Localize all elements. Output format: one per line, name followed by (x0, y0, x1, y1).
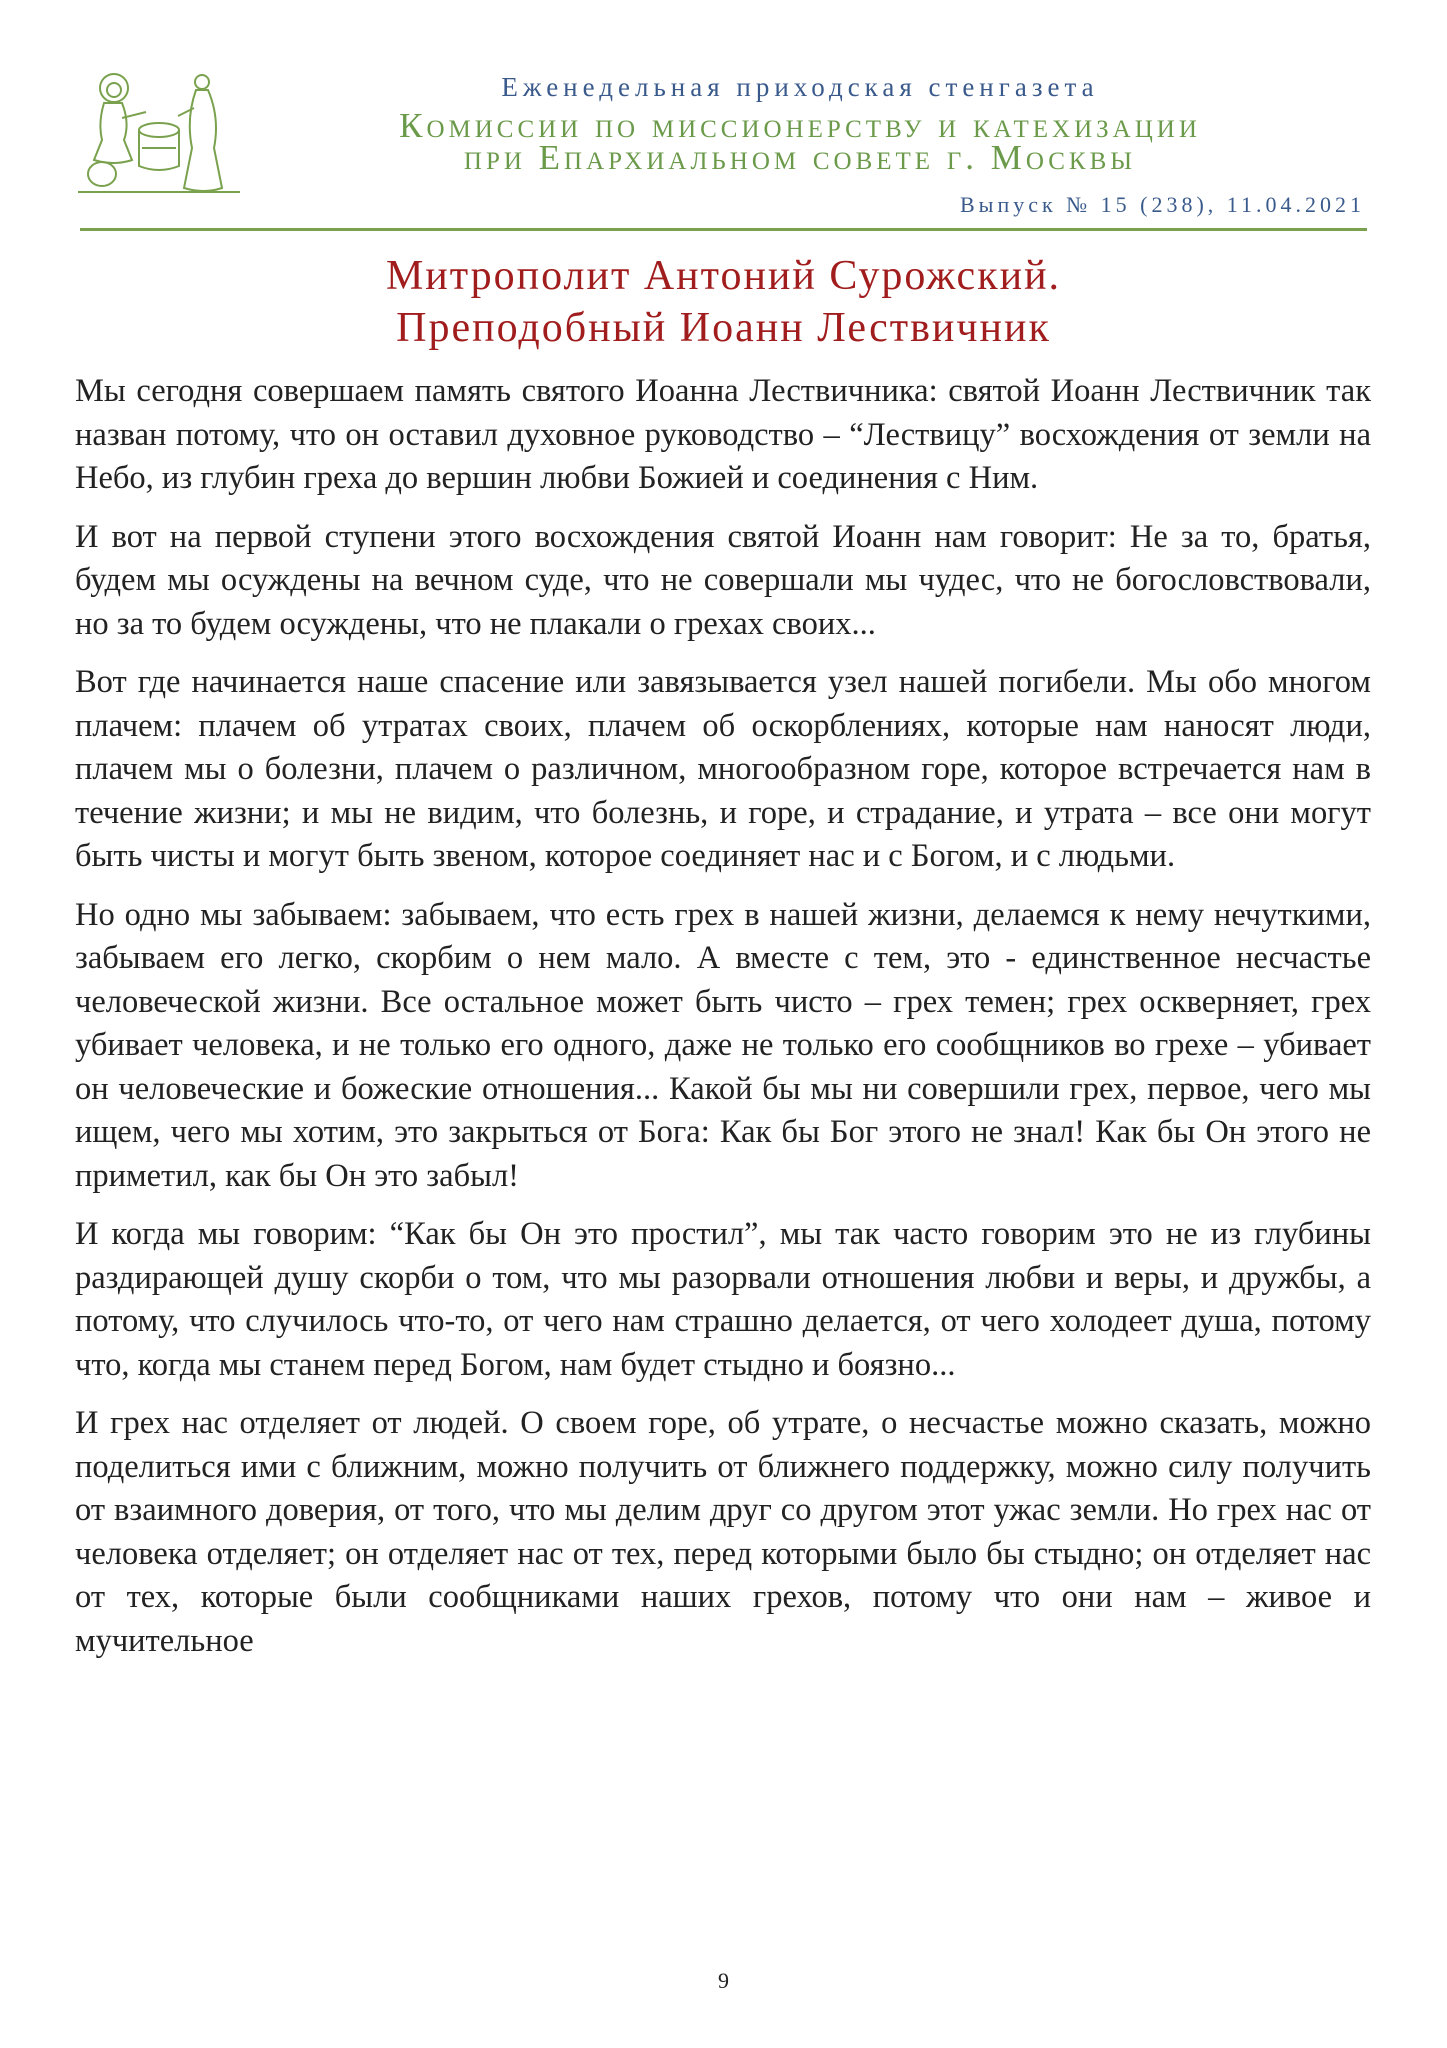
article-title-line1: Митрополит Антоний Сурожский. (385, 253, 1062, 299)
paragraph: И грех нас отделяет от людей. О своем горе, об утрате, о несчастье можно сказать, можно поделиться ими с ближним, можно получить от ближнего поддержку, можно силу получить от взаимного доверия, от того, что мы делим друг со другом этот ужас земли. Но грех нас от человека отделяет; он отделяет нас от тех, перед которыми было бы стыдно; он отделяет нас от тех, которые были сообщниками наших грехов, потому что они нам – живое и мучительное (75, 1405, 1371, 1659)
page-number: 9 (718, 1968, 729, 1993)
issue-number: Выпуск № 15 (238), 11.04.2021 (959, 192, 1365, 217)
header-subtitle: Еженедельная приходская стенгазета (501, 72, 1099, 102)
header-council-line: при Епархиальном совете г. Москвы (463, 138, 1137, 177)
header-divider (80, 228, 1367, 231)
article-title-line2: Преподобный Иоанн Лествичник (396, 305, 1051, 351)
header-commission-line: Комиссии по миссионерству и катехизации (399, 106, 1201, 145)
paragraph: Вот где начинается наше спасение или завязывается узел нашей погибели. Мы обо многом плачем: плачем об утратах своих, плачем об оскорблениях, которые нам наносят люди, плачем мы о болезни, плачем о различном, многообразном горе, которое встречается нам в течение жизни; и мы не видим, что болезнь, и горе, и страдание, и утрата – все они могут быть чисты и могут быть звеном, которое соединяет нас и с Богом, и с людьми. (75, 664, 1371, 874)
article-body (75, 370, 1371, 1678)
christ-and-samaritan-woman-icon (74, 68, 244, 196)
paragraph: Мы сегодня совершаем память святого Иоанна Лествичника: святой Иоанн Лествичник так назван потому, что он оставил духовное руководство – “Лествицу” восхождения от земли на Небо, из глубин греха до вершин любви Божией и соединения с Ним. (75, 373, 1371, 496)
article-title (70, 250, 1377, 354)
paragraph: Но одно мы забываем: забываем, что есть грех в нашей жизни, делаемся к нему нечуткими, забываем его легко, скорбим о нем мало. А вместе с тем, это - единственное несчастье человеческой жизни. Все остальное может быть чисто – грех темен; грех оскверняет, грех убивает человека, и не только его одного, даже не только его сообщников во грехе – убивает он человеческие и божеские отношения... Какой бы мы ни совершили грех, первое, чего мы ищем, чего мы хотим, это закрыться от Бога: Как бы Бог этого не знал! Как бы Он этого не приметил, как бы Он это забыл! (75, 896, 1371, 1194)
paragraph: И вот на первой ступени этого восхождения святой Иоанн нам говорит: Не за то, братья, будем мы осуждены на вечном суде, что не совершали мы чудес, что не богословствовали, но за то будем осуждены, что не плакали о грехах своих... (75, 518, 1371, 642)
paragraph: И когда мы говорим: “Как бы Он это простил”, мы так часто говорим это не из глубины раздирающей душу скорби о том, что мы разорвали отношения любви и веры, и дружбы, а потому, что случилось что-то, от чего нам страшно делается, от чего холодеет душа, потому что, когда мы станем перед Богом, нам будет стыдно и боязно... (75, 1216, 1371, 1383)
